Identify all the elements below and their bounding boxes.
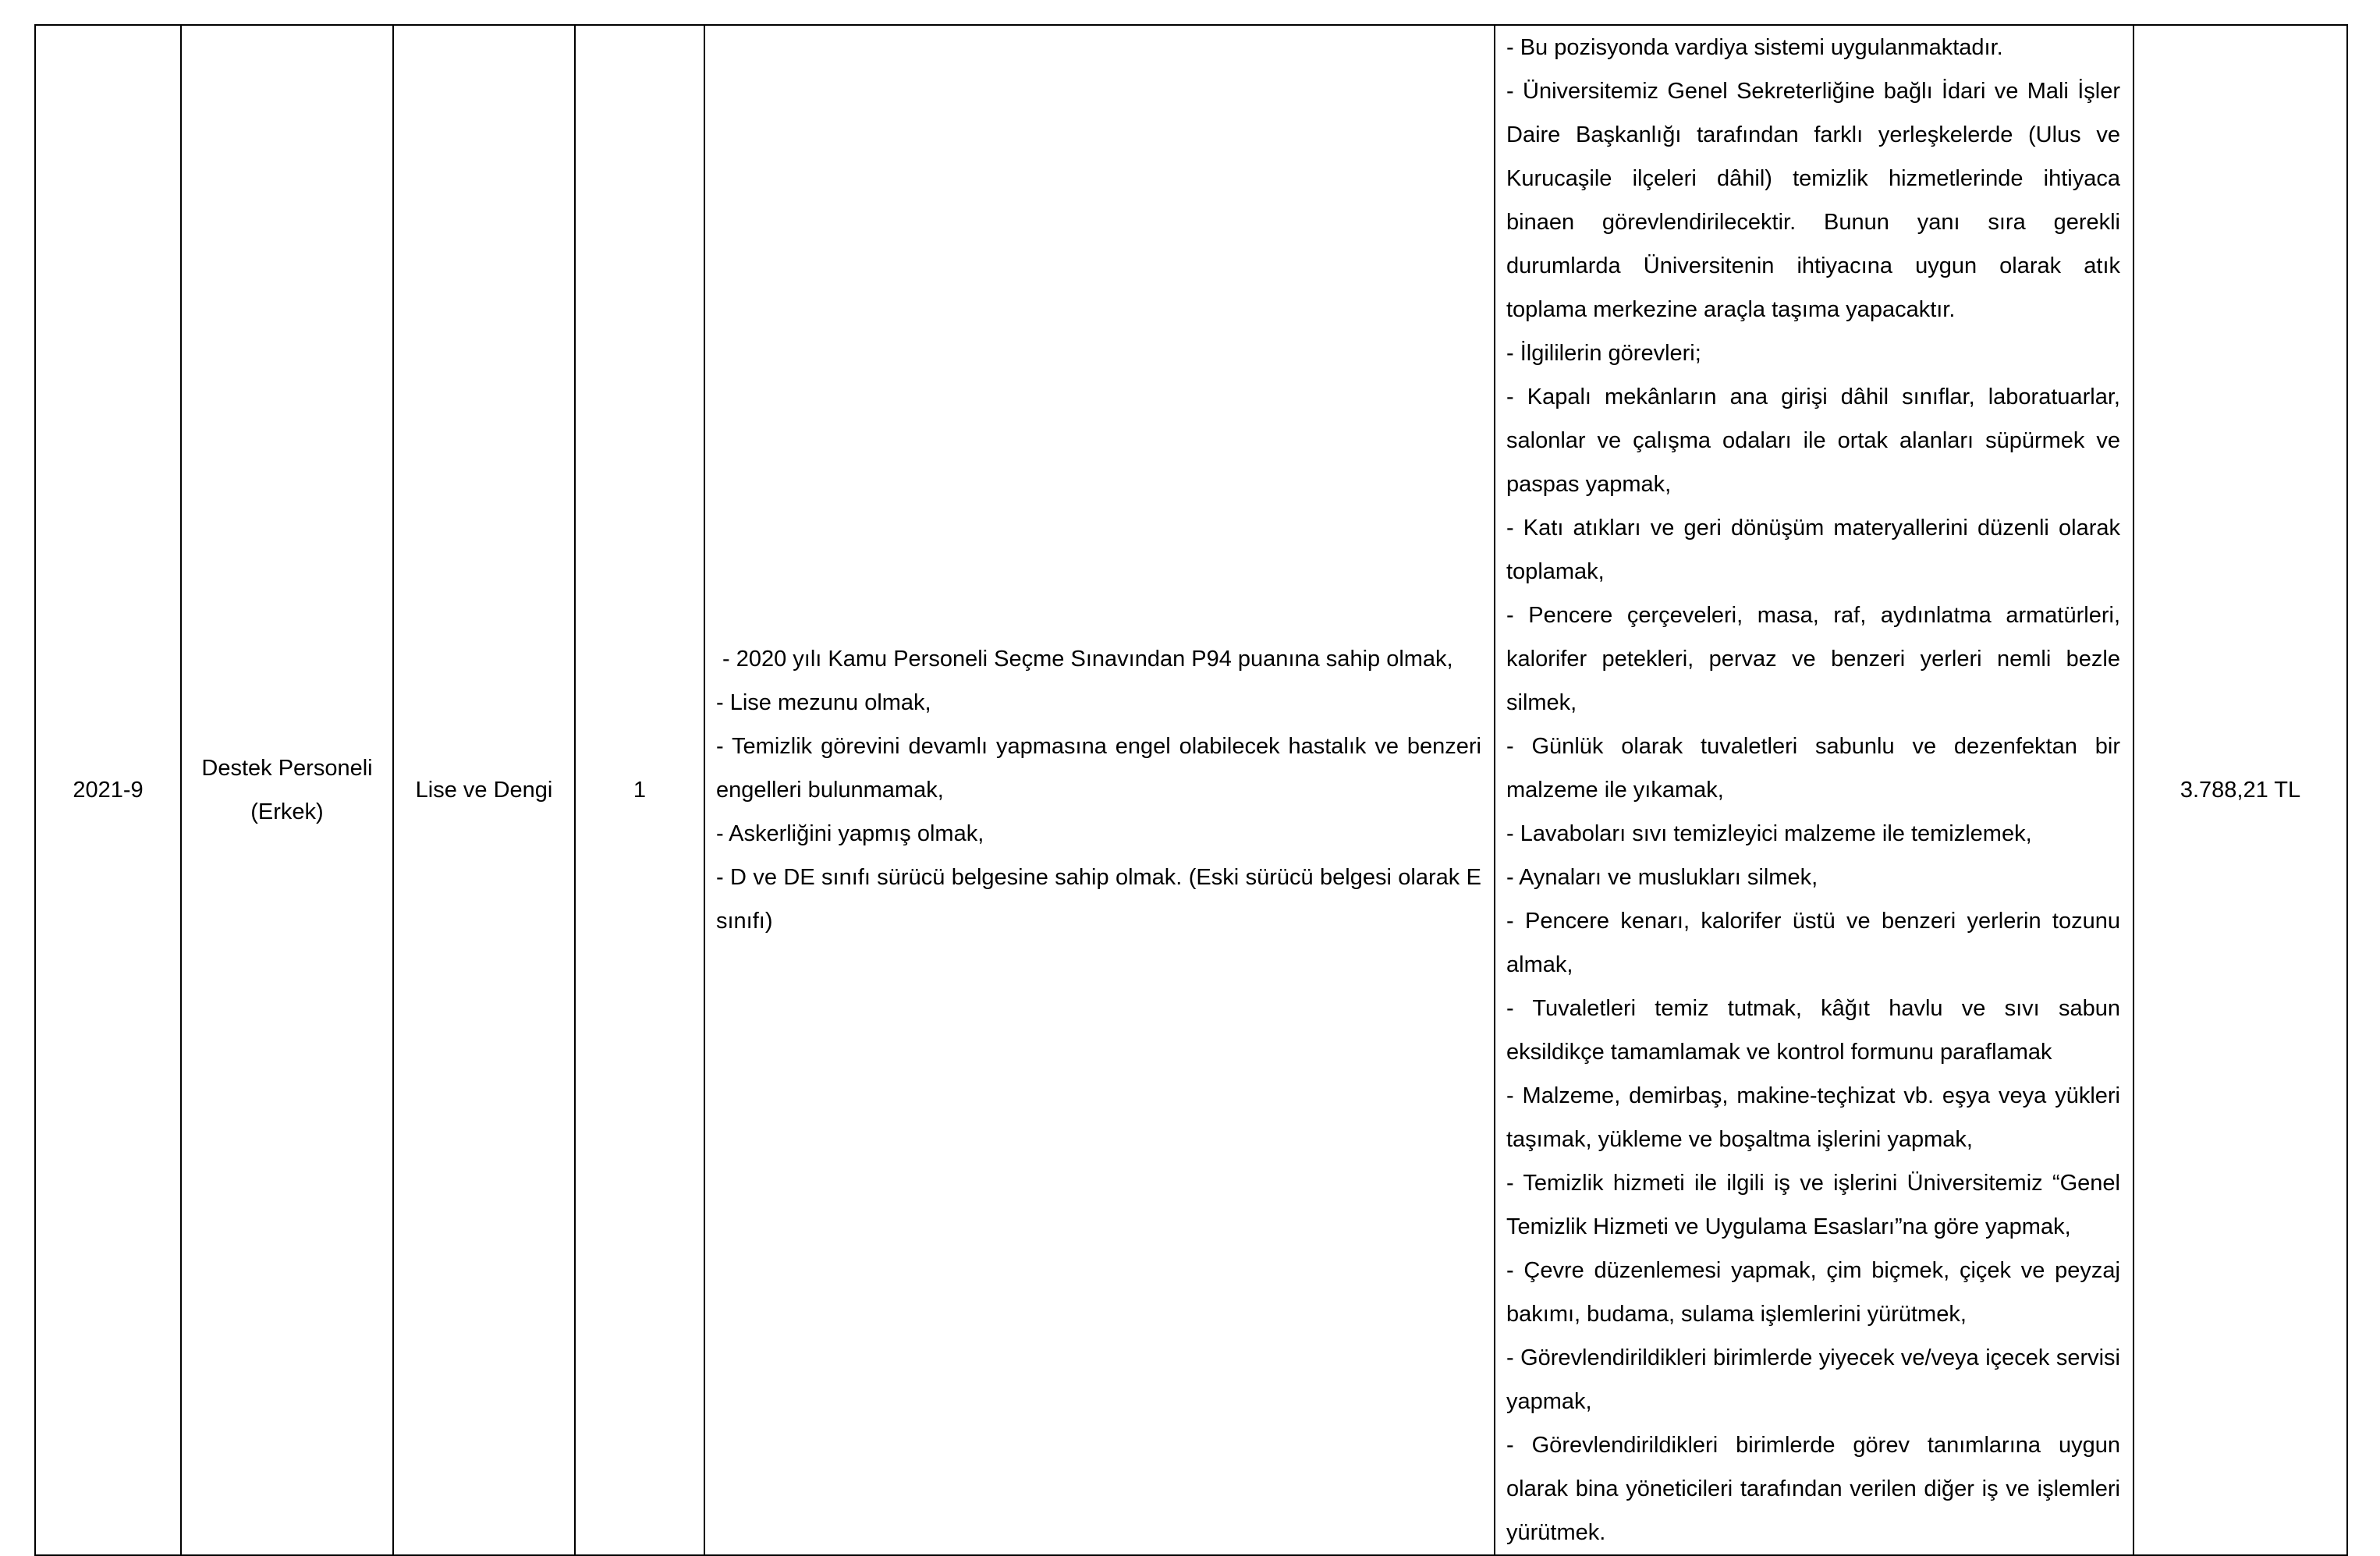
duty-item: - Üniversitemiz Genel Sekreterliğine bağlı İdari ve Mali İşler Daire Başkanlığı tarafından farklı yerleşkelerde (Ulus ve Kurucaşile ilçeleri dâhil) temizlik hizmetlerinde ihtiyaca binaen görevlendirilecektir. Bunun yanı sıra gerekli durumlarda Üniversitenin ihtiyacına uygun olarak atık toplama merkezine araçla taşıma yapacaktır. [1506, 79, 2120, 322]
salary: 3.788,21 TL [2180, 778, 2301, 803]
duty-item: - İlgililerin görevleri; [1506, 341, 1701, 366]
duty-item: - Temizlik hizmeti ile ilgili iş ve işlerini Üniversitemiz “Genel Temizlik Hizmeti ve Uygulama Esasları”na göre yapmak, [1506, 1171, 2120, 1239]
duty-item: - Çevre düzenlemesi yapmak, çim biçmek, çiçek ve peyzaj bakımı, budama, sulama işlemlerini yürütmek, [1506, 1258, 2120, 1327]
duty-item: - Tuvaletleri temiz tutmak, kâğıt havlu ve sıvı sabun eksildikçe tamamlamak ve kontrol formunu paraflamak [1506, 996, 2120, 1065]
position-code: 2021-9 [73, 778, 144, 803]
requirements-cell [704, 25, 1495, 1555]
requirement-item: - D ve DE sınıfı sürücü belgesine sahip olmak. (Eski sürücü belgesi olarak E sınıfı) [716, 865, 1481, 934]
education-level-cell [393, 25, 575, 1555]
duty-item: - Malzeme, demirbaş, makine-teçhizat vb. eşya veya yükleri taşımak, yükleme ve boşaltma işlerini yapmak, [1506, 1083, 2120, 1152]
education-level: Lise ve Dengi [415, 778, 553, 803]
duty-item: - Pencere kenarı, kalorifer üstü ve benzeri yerlerin tozunu almak, [1506, 909, 2120, 977]
requirement-item: - Temizlik görevini devamlı yapmasına engel olabilecek hastalık ve benzeri engelleri bulunmamak, [716, 734, 1481, 803]
requirement-item: - Askerliğini yapmış olmak, [716, 821, 984, 846]
duty-item: - Aynaları ve muslukları silmek, [1506, 865, 1818, 890]
duty-item: - Kapalı mekânların ana girişi dâhil sınıflar, laboratuarlar, salonlar ve çalışma odaları ile ortak alanları süpürmek ve paspas yapmak, [1506, 385, 2120, 497]
position-gender: (Erkek) [250, 799, 324, 824]
job-posting-table [34, 24, 2348, 1556]
requirement-item: - 2020 yılı Kamu Personeli Seçme Sınavından P94 puanına sahip olmak, [722, 647, 1453, 672]
duties-cell [1495, 25, 2133, 1555]
position-code-cell [35, 25, 181, 1555]
duty-item: - Katı atıkları ve geri dönüşüm materyallerini düzenli olarak toplamak, [1506, 516, 2120, 584]
duty-item: - Görevlendirildikleri birimlerde yiyecek ve/veya içecek servisi yapmak, [1506, 1345, 2120, 1414]
position-title-cell [181, 25, 393, 1555]
duty-item: - Pencere çerçeveleri, masa, raf, aydınlatma armatürleri, kalorifer petekleri, pervaz ve benzeri yerleri nemli bezle silmek, [1506, 603, 2120, 715]
duty-item: - Görevlendirildikleri birimlerde görev tanımlarına uygun olarak bina yöneticileri tarafından verilen diğer iş ve işlemleri yürütmek. [1506, 1433, 2120, 1545]
salary-cell [2133, 25, 2347, 1555]
position-count: 1 [633, 778, 647, 803]
position-title: Destek Personeli [201, 756, 373, 781]
requirement-item: - Lise mezunu olmak, [716, 690, 931, 715]
table-row [35, 25, 2347, 1555]
duty-item: - Bu pozisyonda vardiya sistemi uygulanmaktadır. [1506, 35, 2003, 60]
duty-item: - Günlük olarak tuvaletleri sabunlu ve dezenfektan bir malzeme ile yıkamak, [1506, 734, 2120, 803]
duty-item: - Lavaboları sıvı temizleyici malzeme ile temizlemek, [1506, 821, 2032, 846]
position-count-cell [575, 25, 704, 1555]
